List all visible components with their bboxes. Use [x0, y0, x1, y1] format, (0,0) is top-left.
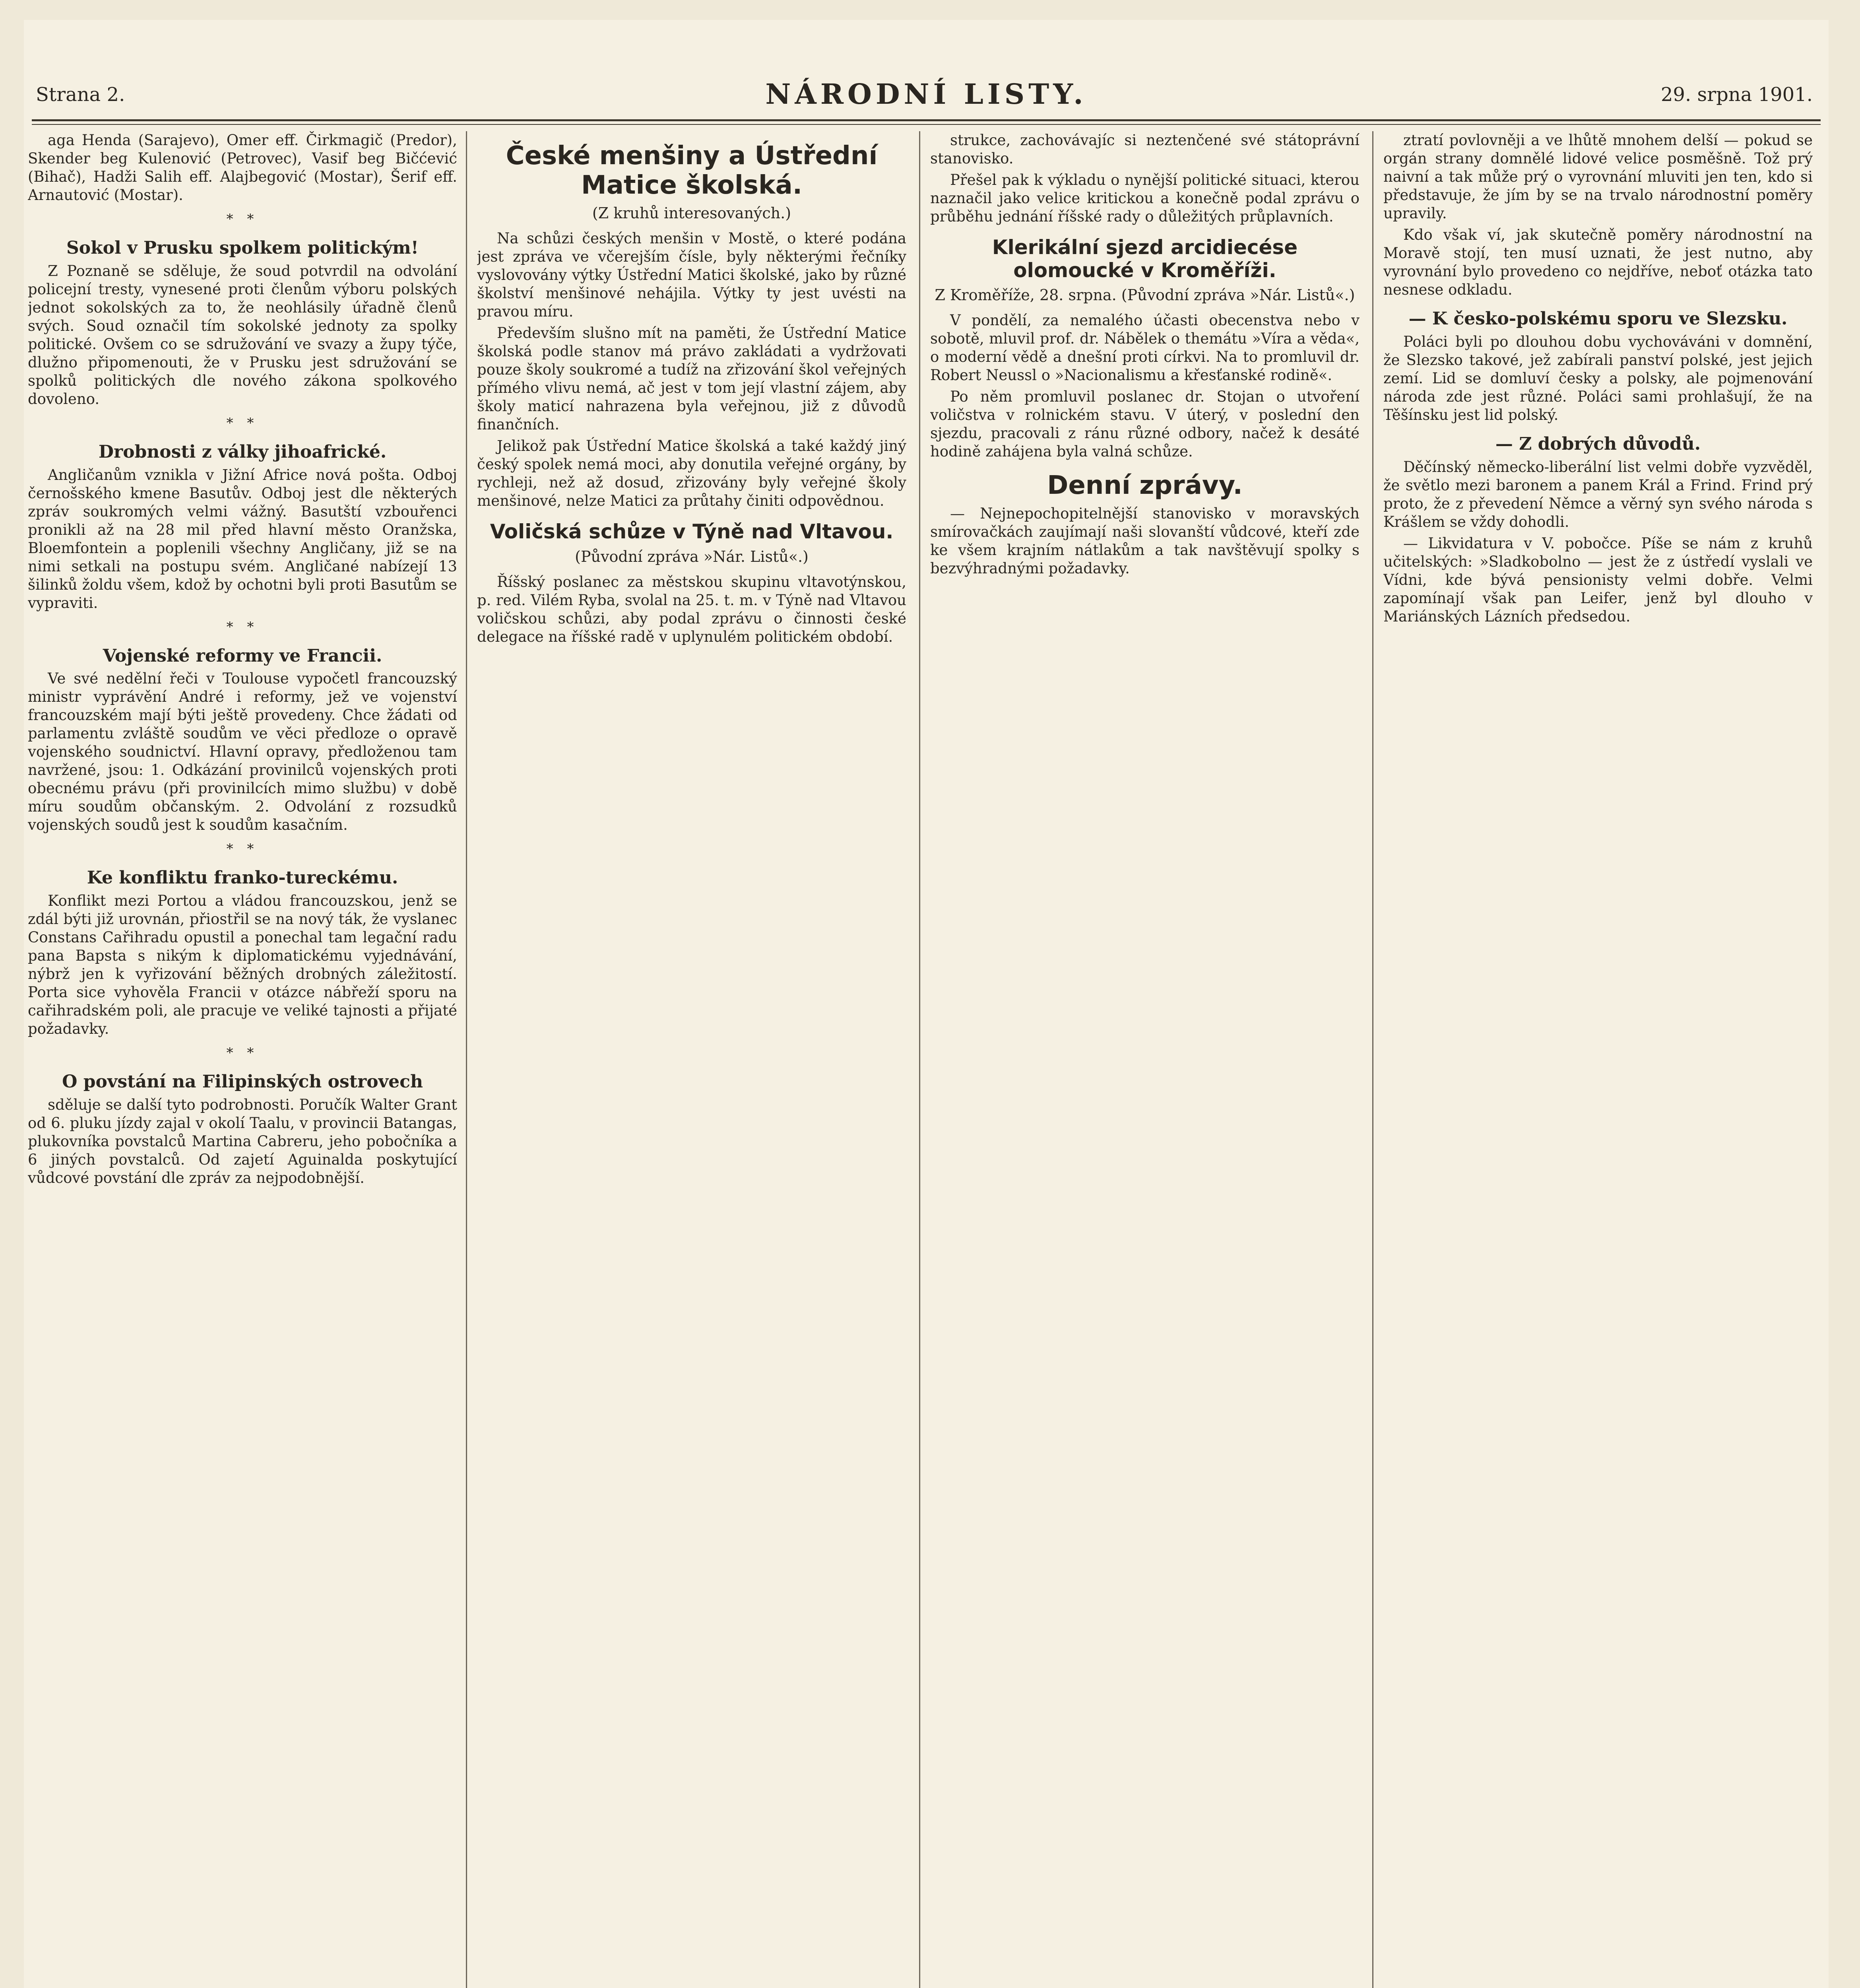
article-text: Děčínský německo-liberální list velmi dobře vyzvěděl, že světlo mezi baronem a panem Král a Frind. Frind prý proto, že z převedení Němce a věrný syn svého národa s Krášlem se vždy dohodli.	[1383, 458, 1813, 530]
headline-sokol: Sokol v Prusku spolkem politickým!	[66, 238, 419, 258]
article-text: Říšský poslanec za městskou skupinu vltavotýnskou, p. red. Vilém Ryba, svolal na 25. t. m. v Týně nad Vltavou voličskou schůzi, aby podal zprávu o činnosti české delegace na říšské radě v uplynulém politickém období.	[477, 573, 906, 645]
column-4	[1383, 131, 1813, 1988]
headline-vojenske: Vojenské reformy ve Francii.	[103, 645, 382, 666]
article-text: sděluje se další tyto podrobnosti. Poručík Walter Grant od 6. pluku jízdy zajal v okolí Taalu, v provincii Batangas, plukovníka povstalců Martina Cabreru, jeho pobočníka a 6 jiných povstalců. Od zajetí Aguinalda poskytující vůdcové povstání dle zpráv za nejpodobnější.	[28, 1096, 457, 1186]
article-text: Z Poznaně se sděluje, že soud potvrdil na odvolání policejní tresty, vynesené proti členům výboru polských jednot sokolských za to, že neohlásily úřadně členů svých. Soud označil tím sokolské jednoty za spolky politické. Ovšem co se sdružování ve svazy a župy týče, dlužno připomenouti, že v Prusku jest sdružování se spolků politických dle nového zákona spolkového dovoleno.	[28, 262, 457, 408]
headline-sjezd: Klerikální sjezd arcidiecése olomoucké v Kroměříži.	[992, 236, 1298, 282]
headline-drobnosti: Drobnosti z války jihoafrické.	[98, 441, 387, 462]
column-2	[477, 131, 906, 1988]
article-text: — Likvidatura v V. pobočce. Píše se nám z kruhů učitelských: »Sladkobolno — jest že z ústředí vyslali ve Vídni, kde bývá pensionisty velmi dobře. Velmi zapomínají však pan Leifer, jenž byl dlouho v Mariánských Lázních předsedou.	[1383, 534, 1813, 625]
column-divider	[466, 131, 467, 1988]
headline-cesko-polsky: — K česko-polskému sporu ve Slezsku.	[1408, 309, 1788, 329]
article-text: Přešel pak k výkladu o nynější politické situaci, kterou naznačil jako velice kritickou a konečně podal zprávu o průběhu jednání říšské rady o důležitých průplavních.	[930, 171, 1360, 225]
article-text: Jelikož pak Ústřední Matice školská a také každý jiný český spolek nemá moci, aby donutila veřejné orgány, by rychleji, než až dosud, zřizovány byly veřejné školy menšinové, nelze Matici za průtahy činiti odpovědnou.	[477, 437, 906, 510]
article-text: V pondělí, za nemalého účasti obecenstva nebo v sobotě, mluvil prof. dr. Nábělek o themátu »Víra a věda«, o moderní vědě a dnešní proti církvi. Na to promluvil dr. Robert Neussl o »Nacionalismu a křesťanské rodině«.	[930, 312, 1360, 384]
article-text: Především slušno mít na paměti, že Ústřední Matice školská podle stanov má právo zakládati a vydržovati pouze školy soukromé a tudíž na zřizování škol veřejných přímého vlivu nemá, ač jest v tom její vlastní zájem, aby školy maticí nahrazena byla veřejnou, již z důvodů finančních.	[477, 324, 906, 433]
column-divider	[1372, 131, 1373, 1988]
separator: * *	[226, 211, 259, 227]
headline-denni: Denní zprávy.	[1047, 471, 1243, 500]
separator: * *	[226, 841, 259, 857]
article-text: Konflikt mezi Portou a vládou francouzskou, jenž se zdál býti již urovnán, přiostřil se na nový ták, že vyslanec Constans Cařihradu opustil a ponechal tam legační radu pana Bapsta s nikým k diplomatickému vyjednávání, nýbrž jen k vyřizování běžných drobných záležitostí. Porta sice vyhověla Francii v otázce nábřeží sporu na cařihradském poli, ale pracuje ve veliké tajnosti a přijaté požadavky.	[28, 892, 457, 1038]
masthead	[24, 20, 1829, 111]
article-text: Kdo však ví, jak skutečně poměry národnostní na Moravě stojí, ten musí uznati, že jest nutno, aby vyrovnání bylo provedeno co nejdříve, neboť otázka tato nesnese odkladu.	[1383, 226, 1813, 298]
article-text: ztratí povlovněji a ve lhůtě mnohem delší — pokud se orgán strany domnělé lidové velice posměšně. Tož prý naivní a tak může prý o vyrovnání mluviti jen ten, kdo si představuje, že jím by se na trvalo národnostní poměry upravily.	[1383, 132, 1813, 222]
separator: * *	[226, 415, 259, 431]
column-1	[28, 131, 457, 1988]
column-3	[930, 131, 1360, 1988]
separator: * *	[226, 1045, 259, 1061]
subheadline: (Z kruhů interesovaných.)	[592, 204, 791, 222]
column-divider	[919, 131, 920, 1988]
article-text: strukce, zachovávajíc si neztenčené své státoprávní stanovisko.	[930, 132, 1360, 167]
newspaper-page	[24, 20, 1829, 1988]
headline-povstani: O povstání na Filipinských ostrovech	[62, 1072, 423, 1092]
headline-volicska: Voličská schůze v Týně nad Vltavou.	[490, 520, 894, 544]
issue-date: 29. srpna 1901.	[1660, 83, 1813, 106]
article-text: — Nejnepochopitelnější stanovisko v moravských smírovačkách zaujímají naši slovanští vůdcové, kteří zde ke všem krajním nátlakům a tak navštěvují spolky s bezvýhradnými požadavky.	[930, 505, 1360, 577]
headline-konflikt: Ke konfliktu franko-tureckému.	[87, 868, 398, 888]
headline-duvody: — Z dobrých důvodů.	[1495, 433, 1701, 454]
subheadline: Z Kroměříže, 28. srpna. (Původní zpráva »Nár. Listů«.)	[935, 286, 1355, 304]
subheadline: (Původní zpráva »Nár. Listů«.)	[575, 547, 809, 565]
article-text: Poláci byli po dlouhou dobu vychováváni v domnění, že Slezsko takové, jež zabírali panství polské, jest jejich zemí. Lid se domluví česky a polsky, ale pojmenování národa zde jest různé. Poláci sami prohlašují, že na Těšínsku jest lid polský.	[1383, 333, 1813, 423]
article-text: aga Henda (Sarajevo), Omer eff. Čirkmagič (Predor), Skender beg Kulenović (Petrovec), Vasif beg Bičćević (Bihač), Hadži Salih eff. Alajbegović (Mostar), Šerif eff. Arnautović (Mostar).	[28, 132, 457, 204]
header-rule	[32, 119, 1821, 121]
article-text: Na schůzi českých menšin v Mostě, o které podána jest zpráva ve včerejším čísle, byly některými řečníky vyslovovány výtky Ústřední Matici školské, jako by různé školství menšinové nehájila. Výtky ty jest uvésti na pravou míru.	[477, 230, 906, 320]
separator: * *	[226, 619, 259, 635]
newspaper-title: NÁRODNÍ LISTY.	[765, 78, 1087, 111]
article-text: Angličanům vznikla v Jižní Africe nová pošta. Odboj černošského kmene Basutův. Odboj jest dle některých zpráv soukromých velmi vážný. Basutští vzbouřenci pronikli až na 28 mil před hlavní město Oranžska, Bloemfontein a poplenili všechny Angličany, již se na nimi setkali na postupu svém. Angličané nabízejí 13 šilinků žoldu všem, kdož by ochotni byli proti Basutům se vypraviti.	[28, 466, 457, 612]
page-number: Strana 2.	[36, 83, 125, 106]
article-text: Po něm promluvil poslanec dr. Stojan o utvoření voličstva v rolnickém stavu. V úterý, v poslední den sjezdu, pracovali z ránu různé odbory, načež k desáté hodině zahájena byla valná schůze.	[930, 388, 1360, 460]
article-text: Ve své nedělní řeči v Toulouse vypočetl francouzský ministr vyprávění André i reformy, jež ve vojenství francouzském mají býti ještě provedeny. Chce žádati od parlamentu zvláště soudům ve věci předloze o opravě vojenského soudnictví. Hlavní opravy, předloženou tam navržené, jsou: 1. Odkázání provinilců vojenských proti obecnému právu (při provinilcích mimo službu) v době míru soudům občanským. 2. Odvolání z rozsudků vojenských soudů jest k soudům kasačním.	[28, 670, 457, 834]
headline-mensiny: České menšiny a Ústřední Matice školská.	[506, 141, 878, 200]
header-rule-thin	[32, 124, 1821, 125]
